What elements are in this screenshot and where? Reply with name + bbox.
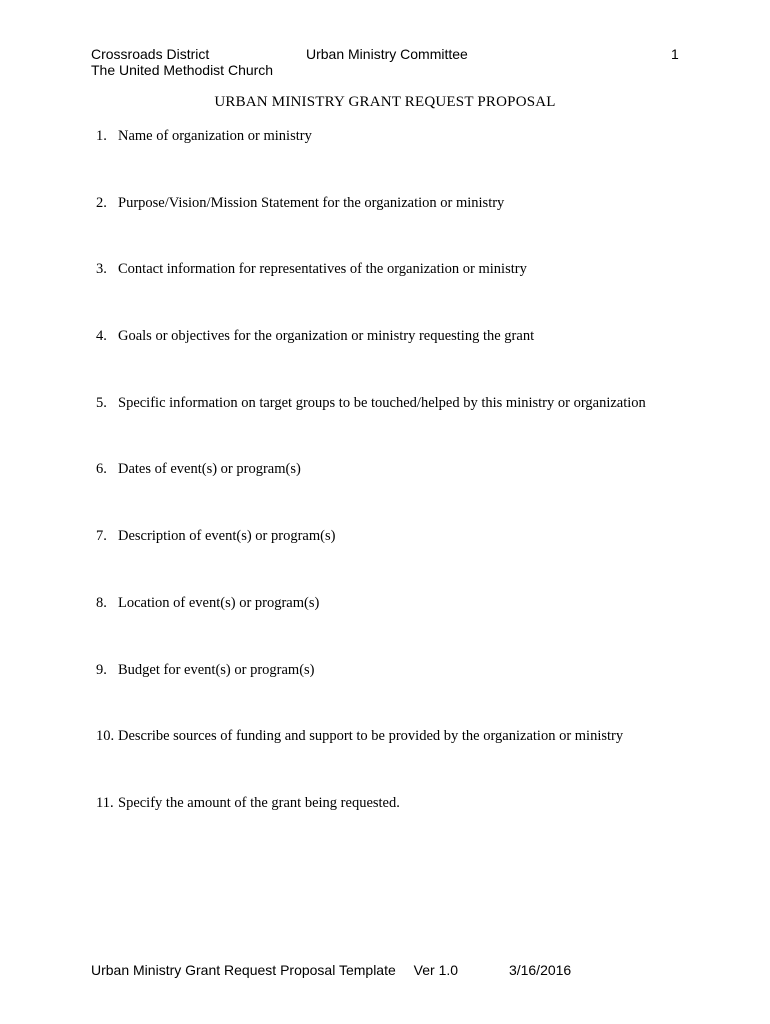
question-item — [96, 395, 646, 462]
question-number: 1. — [96, 128, 107, 144]
question-text: Describe sources of funding and support to be provided by the organization or ministry — [118, 728, 624, 745]
question-text: Specify the amount of the grant being requested. — [118, 794, 400, 811]
question-item — [96, 261, 646, 328]
question-text: Location of event(s) or program(s) — [118, 594, 320, 611]
question-number: 2. — [96, 194, 107, 211]
question-item — [96, 728, 646, 795]
question-item — [96, 461, 646, 528]
question-item — [96, 662, 646, 729]
question-text: Goals or objectives for the organization or ministry requesting the grant — [118, 328, 535, 345]
district-name: Crossroads District — [91, 46, 210, 62]
question-item — [96, 195, 646, 262]
question-text: Specific information on target groups to be touched/helped by this ministry or organization — [118, 394, 646, 411]
question-number: 9. — [96, 661, 107, 678]
header-organization — [91, 46, 291, 78]
footer-date: 3/16/2016 — [508, 962, 572, 978]
question-text: Purpose/Vision/Mission Statement for the organization or ministry — [118, 194, 505, 211]
question-number: 5. — [96, 394, 107, 411]
page-footer — [91, 962, 571, 978]
committee-name: Urban Ministry Committee — [306, 46, 468, 62]
question-number: 3. — [96, 261, 107, 278]
question-text: Contact information for representatives of the organization or ministry — [118, 261, 527, 278]
question-number: 10. — [96, 728, 115, 745]
question-number: 7. — [96, 528, 107, 545]
footer-version: Ver 1.0 — [413, 962, 459, 978]
question-item — [96, 328, 646, 395]
document-title: URBAN MINISTRY GRANT REQUEST PROPOSAL — [214, 94, 556, 110]
question-text: Dates of event(s) or program(s) — [118, 461, 301, 478]
question-item — [96, 528, 646, 595]
question-text: Budget for event(s) or program(s) — [118, 661, 315, 678]
question-text: Name of organization or ministry — [118, 128, 312, 144]
page-number: 1 — [671, 46, 679, 62]
question-item — [96, 795, 646, 862]
question-item — [96, 128, 646, 195]
question-number: 11. — [96, 794, 114, 811]
question-number: 6. — [96, 461, 107, 478]
question-number: 4. — [96, 328, 107, 345]
question-list — [96, 128, 646, 862]
question-text: Description of event(s) or program(s) — [118, 528, 336, 545]
footer-document-title: Urban Ministry Grant Request Proposal Template — [91, 962, 396, 978]
question-item — [96, 595, 646, 662]
question-number: 8. — [96, 594, 107, 611]
church-name: The United Methodist Church — [91, 62, 274, 78]
